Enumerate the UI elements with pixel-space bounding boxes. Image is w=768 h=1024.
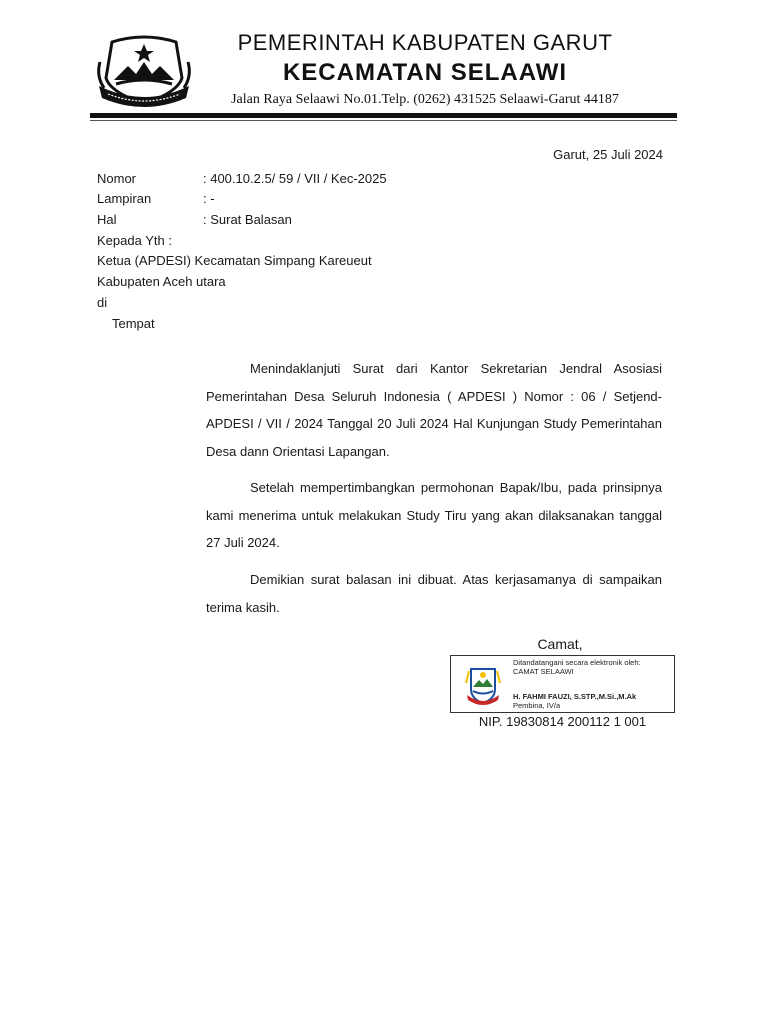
electronic-signature-box <box>450 655 675 713</box>
recipient-kepada: Kepada Yth : <box>97 233 172 248</box>
recipient-tempat: Tempat <box>112 316 155 331</box>
body-paragraph-3: Demikian surat balasan ini dibuat. Atas kerjasamanya di sampaikan terima kasih. <box>206 572 662 615</box>
lampiran-label: Lampiran <box>97 191 152 206</box>
garut-emblem-icon <box>94 32 194 112</box>
header-address: Jalan Raya Selaawi No.01.Telp. (0262) 431525 Selaawi-Garut 44187 <box>231 92 619 107</box>
lampiran-value: : - <box>203 191 215 206</box>
header-government-title: PEMERINTAH KABUPATEN GARUT <box>237 30 613 55</box>
garut-crest-icon <box>465 665 501 705</box>
signer-nip: NIP. 19830814 200112 1 001 <box>478 714 647 729</box>
recipient-line1: Ketua (APDESI) Kecamatan Simpang Kareueut <box>97 253 372 268</box>
header-divider-thin <box>90 120 677 121</box>
recipient-di: di <box>97 295 108 310</box>
body-paragraph-2: Setelah mempertimbangkan permohonan Bapak/Ibu, pada prinsipnya kami menerima untuk melakukan Study Tiru yang akan dilaksanakan tanggal 27 Juli 2024. <box>206 480 662 550</box>
signature-title: Camat, <box>537 636 583 652</box>
nomor-label: Nomor <box>97 171 137 186</box>
hal-value: : Surat Balasan <box>203 212 292 227</box>
header-district-title: KECAMATAN SELAAWI <box>282 59 568 86</box>
letter-date: Garut, 25 Juli 2024 <box>553 147 663 162</box>
header-divider-thick <box>90 113 677 118</box>
esign-caption: Ditandatangani secara elektronik oleh: <box>513 658 641 667</box>
body-paragraph-1: Menindaklanjuti Surat dari Kantor Sekretarian Jendral Asosiasi Pemerintahan Desa Seluruh Indonesia ( APDESI ) Nomor : 06 / Setjend-APDESI / VII / 2024 Tanggal 20 Juli 2024 Hal Kunjungan Study Pemerintahan Desa dann Orientasi Lapangan. <box>206 361 662 459</box>
esign-signer-rank: Pembina, IV/a <box>513 701 561 710</box>
hal-label: Hal <box>97 212 117 227</box>
nomor-value: : 400.10.2.5/ 59 / VII / Kec-2025 <box>203 171 387 186</box>
recipient-line2: Kabupaten Aceh utara <box>97 274 226 289</box>
esign-signer-name: H. FAHMI FAUZI, S.STP.,M.Si.,M.Ak <box>513 692 637 701</box>
esign-position: CAMAT SELAAWI <box>513 667 574 676</box>
